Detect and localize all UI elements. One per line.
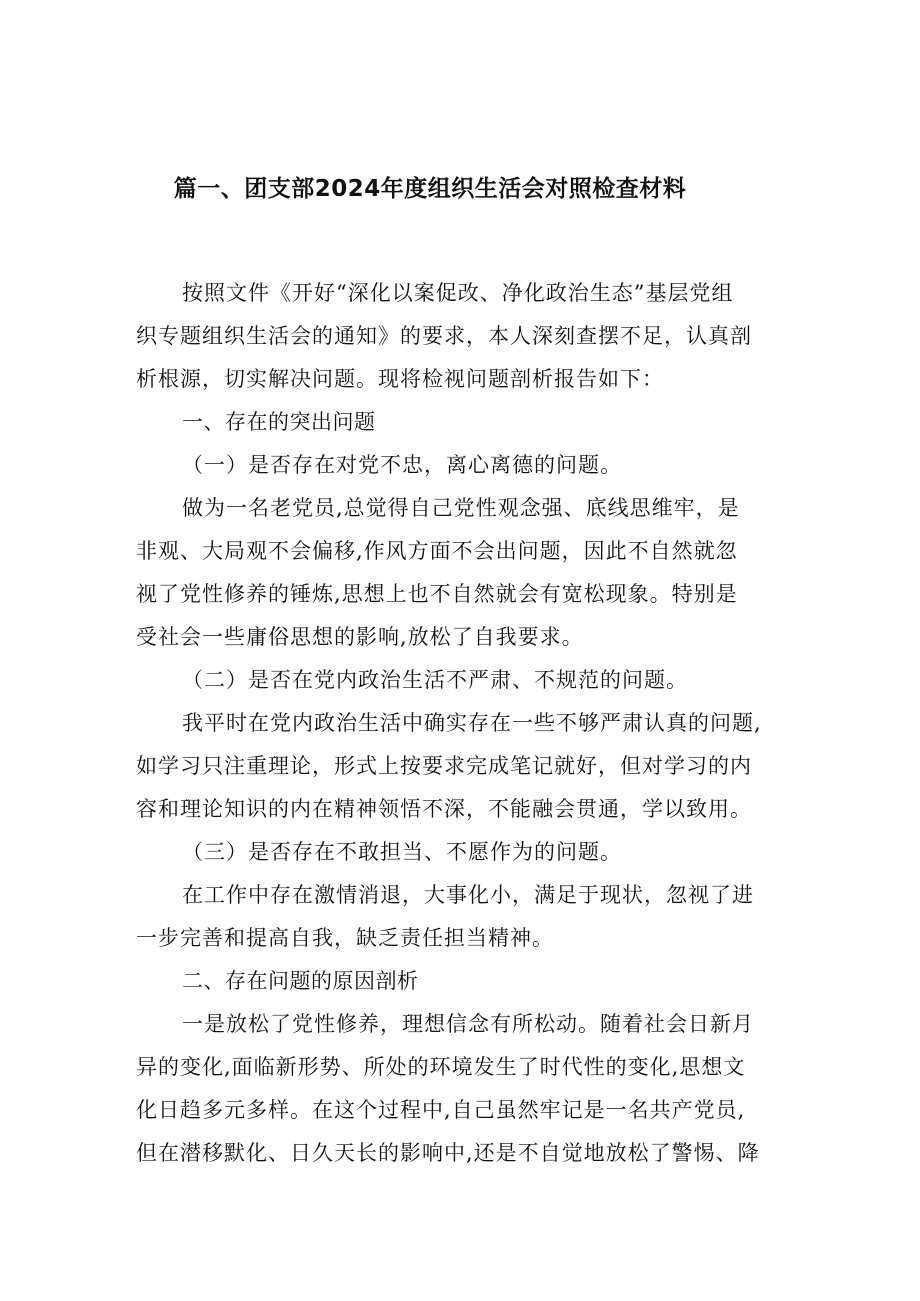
subheading-2: （二）是否在党内政治生活不严肃、不规范的问题。 bbox=[182, 668, 688, 692]
paragraph-line: 在工作中存在激情消退，大事化小，满足于现状，忽视了进 bbox=[182, 883, 754, 907]
intro-paragraph bbox=[136, 272, 796, 401]
paragraph-3 bbox=[136, 874, 796, 960]
paragraph-2 bbox=[136, 702, 796, 831]
paragraph-line: 我平时在党内政治生活中确实存在一些不够严肃认真的问题, bbox=[182, 711, 762, 735]
paragraph-line: 视了党性修养的锤炼,思想上也不自然就会有宽松现象。特别是 bbox=[136, 582, 738, 606]
intro-line: 织专题组织生活会的通知》的要求，本人深刻查摆不足，认真剖 bbox=[136, 324, 752, 348]
paragraph-line: 做为一名老党员,总觉得自己党性观念强、底线思维牢，是 bbox=[182, 496, 740, 520]
paragraph-line: 一是放松了党性修养，理想信念有所松动。随着社会日新月 bbox=[182, 1012, 754, 1036]
paragraph-line: 如学习只注重理论，形式上按要求完成笔记就好，但对学习的内 bbox=[136, 754, 752, 778]
intro-line: 析根源，切实解决问题。现将检视问题剖析报告如下： bbox=[136, 367, 664, 391]
paragraph-line: 异的变化,面临新形势、所处的环境发生了时代性的变化,思想文 bbox=[136, 1055, 746, 1079]
paragraph-line: 但在潜移默化、日久天长的影响中,还是不自觉地放松了警惕、降 bbox=[136, 1141, 760, 1165]
document-title: 篇一、团支部2024年度组织生活会对照检查材料 bbox=[173, 176, 687, 202]
section2-heading: 二、存在问题的原因剖析 bbox=[182, 969, 419, 993]
paragraph-4 bbox=[136, 1003, 796, 1175]
paragraph-line: 容和理论知识的内在精神领悟不深，不能融会贯通，学以致用。 bbox=[136, 797, 752, 821]
subheading-3: （三）是否存在不敢担当、不愿作为的问题。 bbox=[182, 840, 622, 864]
paragraph-line: 化日趋多元多样。在这个过程中,自己虽然牢记是一名共产党员, bbox=[136, 1098, 746, 1122]
document-body bbox=[136, 272, 796, 1175]
paragraph-1 bbox=[136, 487, 796, 659]
paragraph-line: 一步完善和提高自我，缺乏责任担当精神。 bbox=[136, 926, 554, 950]
paragraph-line: 受社会一些庸俗思想的影响,放松了自我要求。 bbox=[136, 625, 584, 649]
intro-line: 按照文件《开好“深化以案促改、净化政治生态”基层党组 bbox=[182, 281, 734, 305]
section1-heading: 一、存在的突出问题 bbox=[182, 410, 376, 434]
paragraph-line: 非观、大局观不会偏移,作风方面不会出问题，因此不自然就忽 bbox=[136, 539, 738, 563]
subheading-1: （一）是否存在对党不忠，离心离德的问题。 bbox=[182, 453, 622, 477]
